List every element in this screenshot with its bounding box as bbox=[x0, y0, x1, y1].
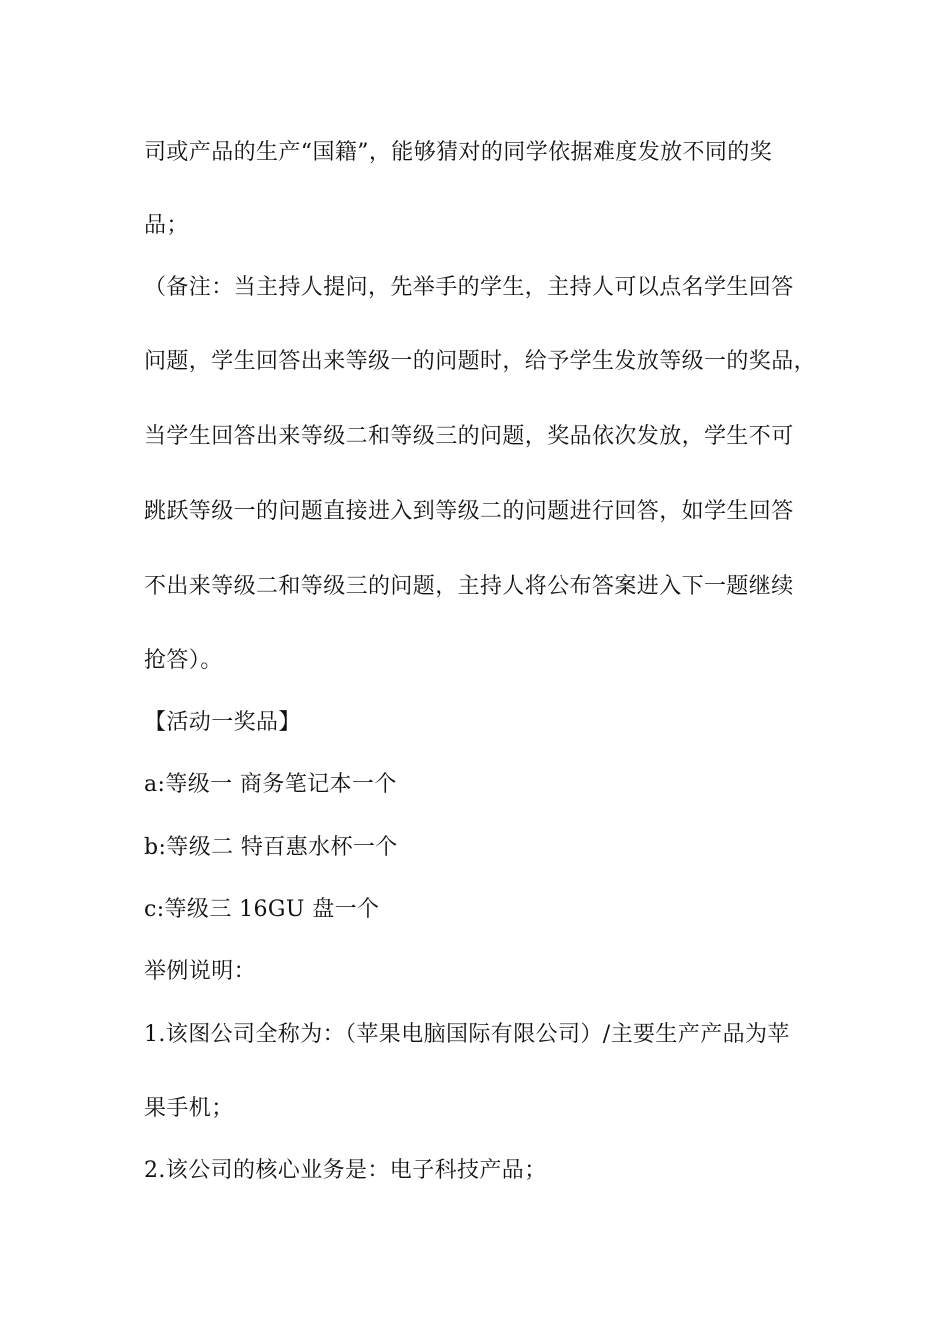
note-line-1: （备注：当主持人提问，先举手的学生，主持人可以点名学生回答 bbox=[144, 275, 794, 300]
prize-item-b: b:等级二 特百惠水杯一个 bbox=[144, 835, 398, 860]
prize-item-c: c:等级三 16GU 盘一个 bbox=[144, 897, 380, 922]
paragraph-line-rules-2: 品； bbox=[144, 213, 189, 238]
example-item-1-line-1: 1.该图公司全称为：（苹果电脑国际有限公司）/主要生产产品为苹 bbox=[144, 1022, 790, 1047]
paragraph-line-rules-1: 司或产品的生产“国籍”，能够猜对的同学依据难度发放不同的奖 bbox=[144, 140, 773, 165]
note-line-3: 当学生回答出来等级二和等级三的问题，奖品依次发放，学生不可 bbox=[144, 424, 794, 449]
prize-item-a: a:等级一 商务笔记本一个 bbox=[144, 772, 397, 797]
note-line-4: 跳跃等级一的问题直接进入到等级二的问题进行回答，如学生回答 bbox=[144, 499, 794, 524]
example-item-2: 2.该公司的核心业务是：电子科技产品； bbox=[144, 1158, 547, 1183]
example-item-1-line-2: 果手机； bbox=[144, 1096, 234, 1121]
prize-section-heading: 【活动一奖品】 bbox=[144, 710, 301, 735]
note-line-5: 不出来等级二和等级三的问题，主持人将公布答案进入下一题继续 bbox=[144, 574, 794, 599]
note-line-2: 问题，学生回答出来等级一的问题时，给予学生发放等级一的奖品， bbox=[144, 349, 817, 374]
example-heading: 举例说明： bbox=[144, 959, 257, 984]
note-line-6: 抢答）。 bbox=[144, 648, 223, 673]
